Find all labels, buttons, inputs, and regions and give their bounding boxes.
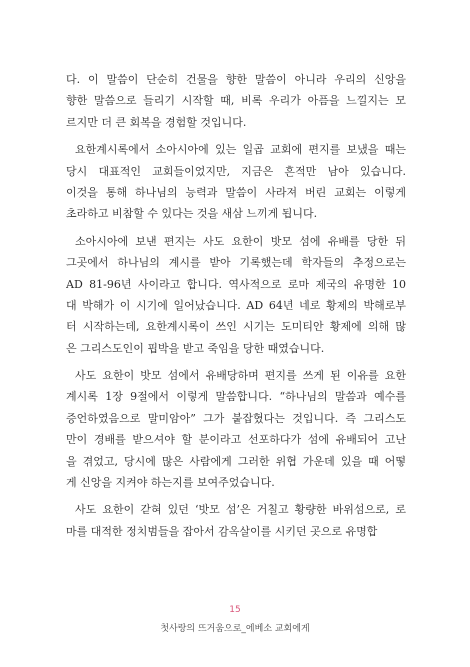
body-text [66, 69, 406, 548]
text-line: 당시 대표적인 교회들이었지만, 지금은 흔적만 남아 있습니다. [66, 164, 406, 178]
paragraph [66, 499, 406, 542]
running-footer-title: 첫사랑의 뜨거움으로_에베소 교회에게 [160, 624, 310, 634]
paragraph [66, 365, 406, 493]
text-line: 은 그리스도인이 핍박을 받고 죽임을 당한 때였습니다. [66, 341, 325, 355]
text-line: 을 겪었고, 당시에 많은 사람에게 그러한 위협 가운데 있을 때 어떻 [66, 454, 406, 468]
text-line: 다. 이 말씀이 단순히 건물을 향한 말씀이 아니라 우리의 신앙을 [66, 73, 406, 86]
paragraph [66, 69, 406, 133]
page-number: 15 [229, 605, 241, 615]
text-line: 만이 경배를 받으셔야 할 분이라고 선포하다가 섬에 유배되어 고난 [66, 433, 406, 447]
text-line: 향한 말씀으로 들리기 시작할 때, 비록 우리가 아픔을 느낄지는 모 [66, 94, 406, 108]
paragraph [66, 139, 406, 225]
text-line: 소아시아에 보낸 편지는 사도 요한이 밧모 섬에 유배를 당한 뒤 [75, 234, 406, 248]
text-line: 사도 요한이 갇혀 있던 ‘밧모 섬’은 거칠고 황량한 바위섬으로, 로 [75, 503, 406, 517]
text-line: 요한계시록에서 소아시아에 있는 일곱 교회에 편지를 보냈을 때는 [75, 143, 406, 157]
text-line: 마를 대적한 정치범들을 잡아서 감옥살이를 시키던 곳으로 유명합 [66, 524, 378, 538]
text-line: 르지만 더 큰 회복을 경험할 것입니다. [66, 115, 247, 129]
text-line: 게 신앙을 지켜야 하는지를 보여주었습니다. [66, 476, 275, 490]
text-line: 사도 요한이 밧모 섬에서 유배당하며 편지를 쓰게 된 이유를 요한 [75, 369, 406, 383]
text-line: 대 박해가 이 시기에 일어났습니다. AD 64년 네로 황제의 박해로부 [66, 298, 406, 312]
text-line: 이것을 통해 하나님의 능력과 말씀이 사라져 버린 교회는 이렇게 [66, 185, 406, 199]
text-line: 초라하고 비참할 수 있다는 것을 새삼 느끼게 됩니다. [66, 207, 318, 221]
text-line: 그곳에서 하나님의 계시를 받아 기록했는데 학자들의 추정으로는 [66, 256, 406, 270]
text-line: AD 81-96년 사이라고 합니다. 역사적으로 로마 제국의 유명한 10 [66, 277, 406, 291]
text-line: 터 시작하는데, 요한계시록이 쓰인 시기는 도미티안 황제에 의해 많 [66, 320, 406, 334]
paragraph [66, 231, 406, 359]
text-line: 증언하였음으로 말미암아” 그가 붙잡혔다는 것입니다. 즉 그리스도 [66, 411, 406, 425]
text-line: 계시록 1장 9절에서 이렇게 말씀합니다. “하나님의 말씀과 예수를 [66, 390, 406, 404]
